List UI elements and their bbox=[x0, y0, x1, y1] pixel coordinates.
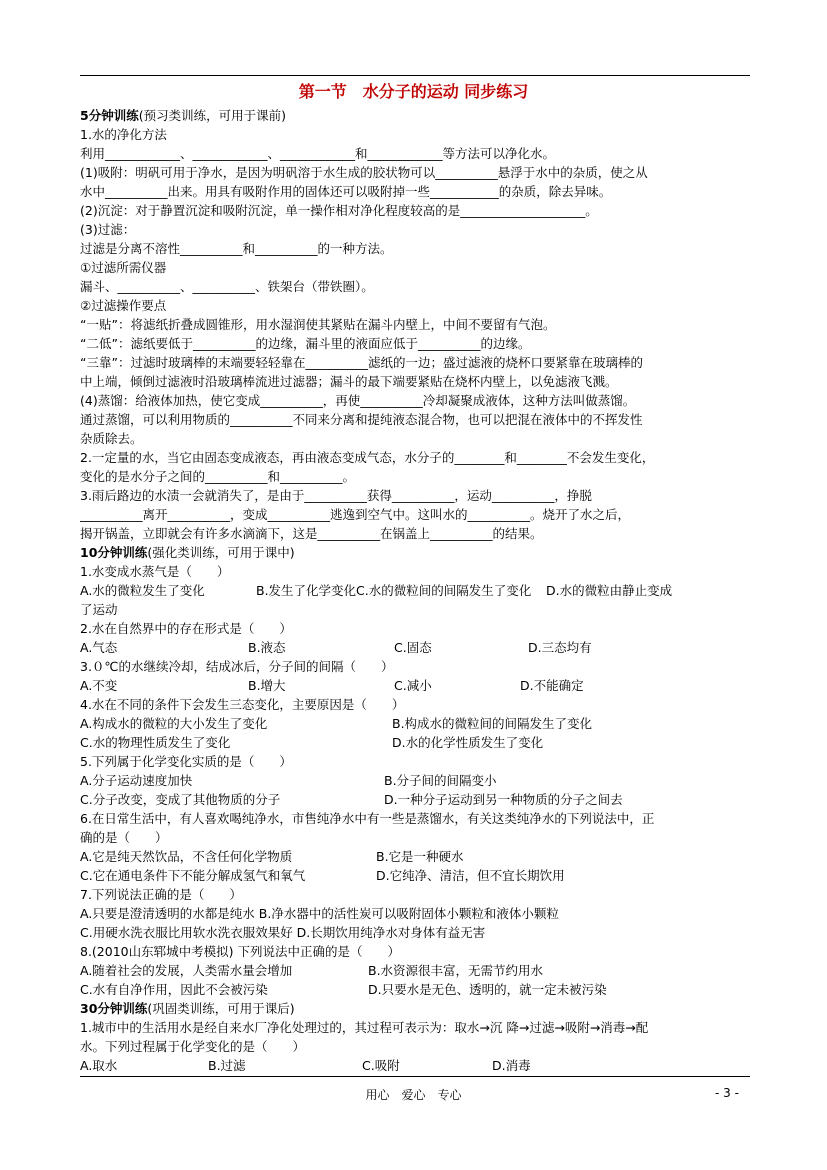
answer-option: D.一种分子运动到另一种物质的分子之间去 bbox=[384, 792, 623, 807]
answer-option: C.分子改变，变成了其他物质的分子 bbox=[80, 792, 281, 807]
answer-option: D.只要水是无色、透明的，就一定未被污染 bbox=[368, 982, 607, 997]
text-line bbox=[80, 505, 752, 524]
text-line bbox=[80, 144, 752, 163]
text-line bbox=[80, 828, 752, 847]
answer-option: D.不能确定 bbox=[520, 678, 584, 693]
line-text: 6.在日常生活中，有人喜欢喝纯净水，市售纯净水中有一些是蒸馏水，有关这类纯净水的下列说法中，正 bbox=[80, 811, 655, 826]
line-text: 水。下列过程属于化学变化的是（ ） bbox=[80, 1039, 306, 1054]
answer-option: C.固态 bbox=[394, 640, 432, 655]
answer-option: A.分子运动速度加快 bbox=[80, 773, 193, 788]
answer-option: C.水的微粒间的间隔发生了变化 bbox=[356, 583, 532, 598]
text-line bbox=[80, 1037, 752, 1056]
answer-options-row bbox=[80, 676, 752, 695]
answer-option: D.它纯净、清洁，但不宜长期饮用 bbox=[376, 868, 565, 883]
line-text: A.只要是澄清透明的水都是纯水 B.净水器中的活性炭可以吸附固体小颗粒和液体小颗粒 bbox=[80, 906, 559, 921]
text-line bbox=[80, 467, 752, 486]
line-text: 水中__________出来。用具有吸附作用的固体还可以吸附掉一些___________的杂质，除去异味。 bbox=[80, 184, 612, 199]
text-line bbox=[80, 239, 752, 258]
line-text: ①过滤所需仪器 bbox=[80, 260, 167, 275]
answer-option: A.它是纯天然饮品，不含任何化学物质 bbox=[80, 849, 293, 864]
answer-options-row bbox=[80, 733, 752, 752]
document-body bbox=[80, 106, 752, 1075]
text-line bbox=[80, 163, 752, 182]
section-heading: 5分钟训练 bbox=[80, 108, 139, 123]
answer-options-row bbox=[80, 980, 752, 999]
text-line bbox=[80, 201, 752, 220]
line-text: 1.水变成水蒸气是（ ） bbox=[80, 564, 230, 579]
text-line bbox=[80, 904, 752, 923]
section-heading-line bbox=[80, 543, 752, 562]
text-line bbox=[80, 182, 752, 201]
answer-option: D.水的化学性质发生了变化 bbox=[392, 735, 544, 750]
text-line bbox=[80, 657, 752, 676]
text-line bbox=[80, 334, 752, 353]
text-line bbox=[80, 448, 752, 467]
section-heading: 30分钟训练 bbox=[80, 1001, 148, 1016]
line-text: 1.水的净化方法 bbox=[80, 127, 167, 142]
section-heading-line bbox=[80, 999, 752, 1018]
answer-option: A.构成水的微粒的大小发生了变化 bbox=[80, 716, 268, 731]
answer-option: A.水的微粒发生了变化 bbox=[80, 583, 205, 598]
text-line bbox=[80, 562, 752, 581]
answer-option: B.分子间的间隔变小 bbox=[384, 773, 497, 788]
text-line bbox=[80, 429, 752, 448]
text-line bbox=[80, 372, 752, 391]
line-text: 2.一定量的水，当它由固态变成液态，再由液态变成气态，水分子的________和________不会发生变化， bbox=[80, 450, 655, 465]
answer-option: D.水的微粒由静止变成 bbox=[546, 583, 673, 598]
text-line bbox=[80, 600, 752, 619]
answer-option: C.它在通电条件下不能分解成氢气和氧气 bbox=[80, 868, 306, 883]
answer-option: B.液态 bbox=[248, 640, 286, 655]
text-line bbox=[80, 942, 752, 961]
answer-option: C.水的物理性质发生了变化 bbox=[80, 735, 231, 750]
text-line bbox=[80, 258, 752, 277]
text-line bbox=[80, 885, 752, 904]
text-line bbox=[80, 923, 752, 942]
answer-options-row bbox=[80, 638, 752, 657]
text-line bbox=[80, 619, 752, 638]
text-line bbox=[80, 486, 752, 505]
line-text: 4.水在不同的条件下会发生三态变化，主要原因是（ ） bbox=[80, 697, 405, 712]
line-text: 确的是（ ） bbox=[80, 830, 168, 845]
answer-option: D.三态均有 bbox=[528, 640, 592, 655]
line-text: 揭开锅盖，立即就会有许多水滴滴下，这是__________在锅盖上__________的结果。 bbox=[80, 526, 543, 541]
text-line bbox=[80, 809, 752, 828]
text-line bbox=[80, 391, 752, 410]
answer-option: C.减小 bbox=[394, 678, 432, 693]
line-text: ②过滤操作要点 bbox=[80, 298, 167, 313]
line-text: C.用硬水洗衣服比用软水洗衣服效果好 D.长期饮用纯净水对身体有益无害 bbox=[80, 925, 486, 940]
answer-options-row bbox=[80, 714, 752, 733]
line-text: 过滤是分离不溶性__________和__________的一种方法。 bbox=[80, 241, 393, 256]
line-text: 漏斗、__________、__________、铁架台（带铁圈）。 bbox=[80, 279, 374, 294]
text-line bbox=[80, 277, 752, 296]
text-line bbox=[80, 220, 752, 239]
page-number: - 3 - bbox=[715, 1086, 739, 1100]
answer-option: A.随着社会的发展，人类需水量会增加 bbox=[80, 963, 293, 978]
line-text: (1)吸附：明矾可用于净水，是因为明矾溶于水生成的胶状物可以__________悬浮于水中的杂质，使之从 bbox=[80, 165, 648, 180]
line-text: (3)过滤： bbox=[80, 222, 136, 237]
line-text: 5.下列属于化学变化实质的是（ ） bbox=[80, 754, 292, 769]
section-heading: 10分钟训练 bbox=[80, 545, 148, 560]
line-text: 杂质除去。 bbox=[80, 431, 143, 446]
answer-option: B.增大 bbox=[248, 678, 286, 693]
text-line bbox=[80, 296, 752, 315]
line-text: 2.水在自然界中的存在形式是（ ） bbox=[80, 621, 292, 636]
answer-option: B.构成水的微粒间的间隔发生了变化 bbox=[392, 716, 593, 731]
answer-option: A.取水 bbox=[80, 1058, 118, 1073]
text-line bbox=[80, 752, 752, 771]
footer-text: 用心 爱心 专心 bbox=[365, 1088, 462, 1102]
answer-option: B.过滤 bbox=[208, 1058, 246, 1073]
header-rule bbox=[80, 75, 750, 76]
answer-option: B.水资源很丰富，无需节约用水 bbox=[368, 963, 544, 978]
answer-options-row bbox=[80, 790, 752, 809]
footer-rule bbox=[80, 1076, 750, 1077]
text-line bbox=[80, 524, 752, 543]
text-line bbox=[80, 125, 752, 144]
answer-options-row bbox=[80, 771, 752, 790]
answer-options-row bbox=[80, 1056, 752, 1075]
line-text: (2)沉淀：对于静置沉淀和吸附沉淀，单一操作相对净化程度较高的是____________________。 bbox=[80, 203, 598, 218]
answer-option: B.它是一种硬水 bbox=[376, 849, 464, 864]
line-text: 通过蒸馏，可以利用物质的__________不同来分离和提纯液态混合物，也可以把混在液体中的不挥发性 bbox=[80, 412, 643, 427]
line-text: “二低”：滤纸要低于__________的边缘，漏斗里的液面应低于__________的边缘。 bbox=[80, 336, 531, 351]
line-text: “一贴”：将滤纸折叠成圆锥形，用水湿润使其紧贴在漏斗内壁上，中间不要留有气泡。 bbox=[80, 317, 556, 332]
answer-options-row bbox=[80, 581, 752, 600]
line-text: __________离开__________，变成__________逃逸到空气中。这叫水的__________。烧开了水之后， bbox=[80, 507, 631, 522]
answer-options-row bbox=[80, 961, 752, 980]
answer-option: A.气态 bbox=[80, 640, 118, 655]
answer-option: C.吸附 bbox=[362, 1058, 400, 1073]
line-text: (4)蒸馏：给液体加热，使它变成__________，再使__________冷却凝聚成液体，这种方法叫做蒸馏。 bbox=[80, 393, 636, 408]
answer-option: B.发生了化学变化 bbox=[256, 583, 357, 598]
answer-option: A.不变 bbox=[80, 678, 118, 693]
line-text: 3.０℃的水继续冷却，结成冰后，分子间的间隔（ ） bbox=[80, 659, 394, 674]
line-text: “三靠”：过滤时玻璃棒的末端要轻轻靠在__________滤纸的一边；盛过滤液的烧杯口要紧靠在玻璃棒的 bbox=[80, 355, 643, 370]
line-text: 了运动 bbox=[80, 602, 118, 617]
answer-options-row bbox=[80, 866, 752, 885]
answer-options-row bbox=[80, 847, 752, 866]
text-line bbox=[80, 695, 752, 714]
answer-option: D.消毒 bbox=[492, 1058, 531, 1073]
page-title: 第一节 水分子的运动 同步练习 bbox=[298, 82, 529, 101]
text-line bbox=[80, 1018, 752, 1037]
text-line bbox=[80, 353, 752, 372]
section-note: (预习类训练，可用于课前) bbox=[138, 108, 286, 123]
answer-option: C.水有自净作用，因此不会被污染 bbox=[80, 982, 268, 997]
line-text: 7.下列说法正确的是（ ） bbox=[80, 887, 242, 902]
section-note: (巩固类训练，可用于课后) bbox=[147, 1001, 295, 1016]
section-heading-line bbox=[80, 106, 752, 125]
line-text: 1.城市中的生活用水是经自来水厂净化处理过的，其过程可表示为：取水→沉 降→过滤→吸附→消毒→配 bbox=[80, 1020, 649, 1035]
line-text: 变化的是水分子之间的__________和__________。 bbox=[80, 469, 356, 484]
line-text: 中上端，倾倒过滤液时沿玻璃棒流进过滤器；漏斗的最下端要紧贴在烧杯内壁上，以免滤液飞溅。 bbox=[80, 374, 618, 389]
text-line bbox=[80, 410, 752, 429]
line-text: 8.(2010山东郓城中考模拟) 下列说法中正确的是（ ） bbox=[80, 944, 400, 959]
section-note: (强化类训练，可用于课中) bbox=[147, 545, 295, 560]
line-text: 3.雨后路边的水渍一会就消失了，是由于__________获得__________，运动__________，挣脱 bbox=[80, 488, 592, 503]
text-line bbox=[80, 315, 752, 334]
line-text: 利用____________、____________、____________和____________等方法可以净化水。 bbox=[80, 146, 556, 161]
